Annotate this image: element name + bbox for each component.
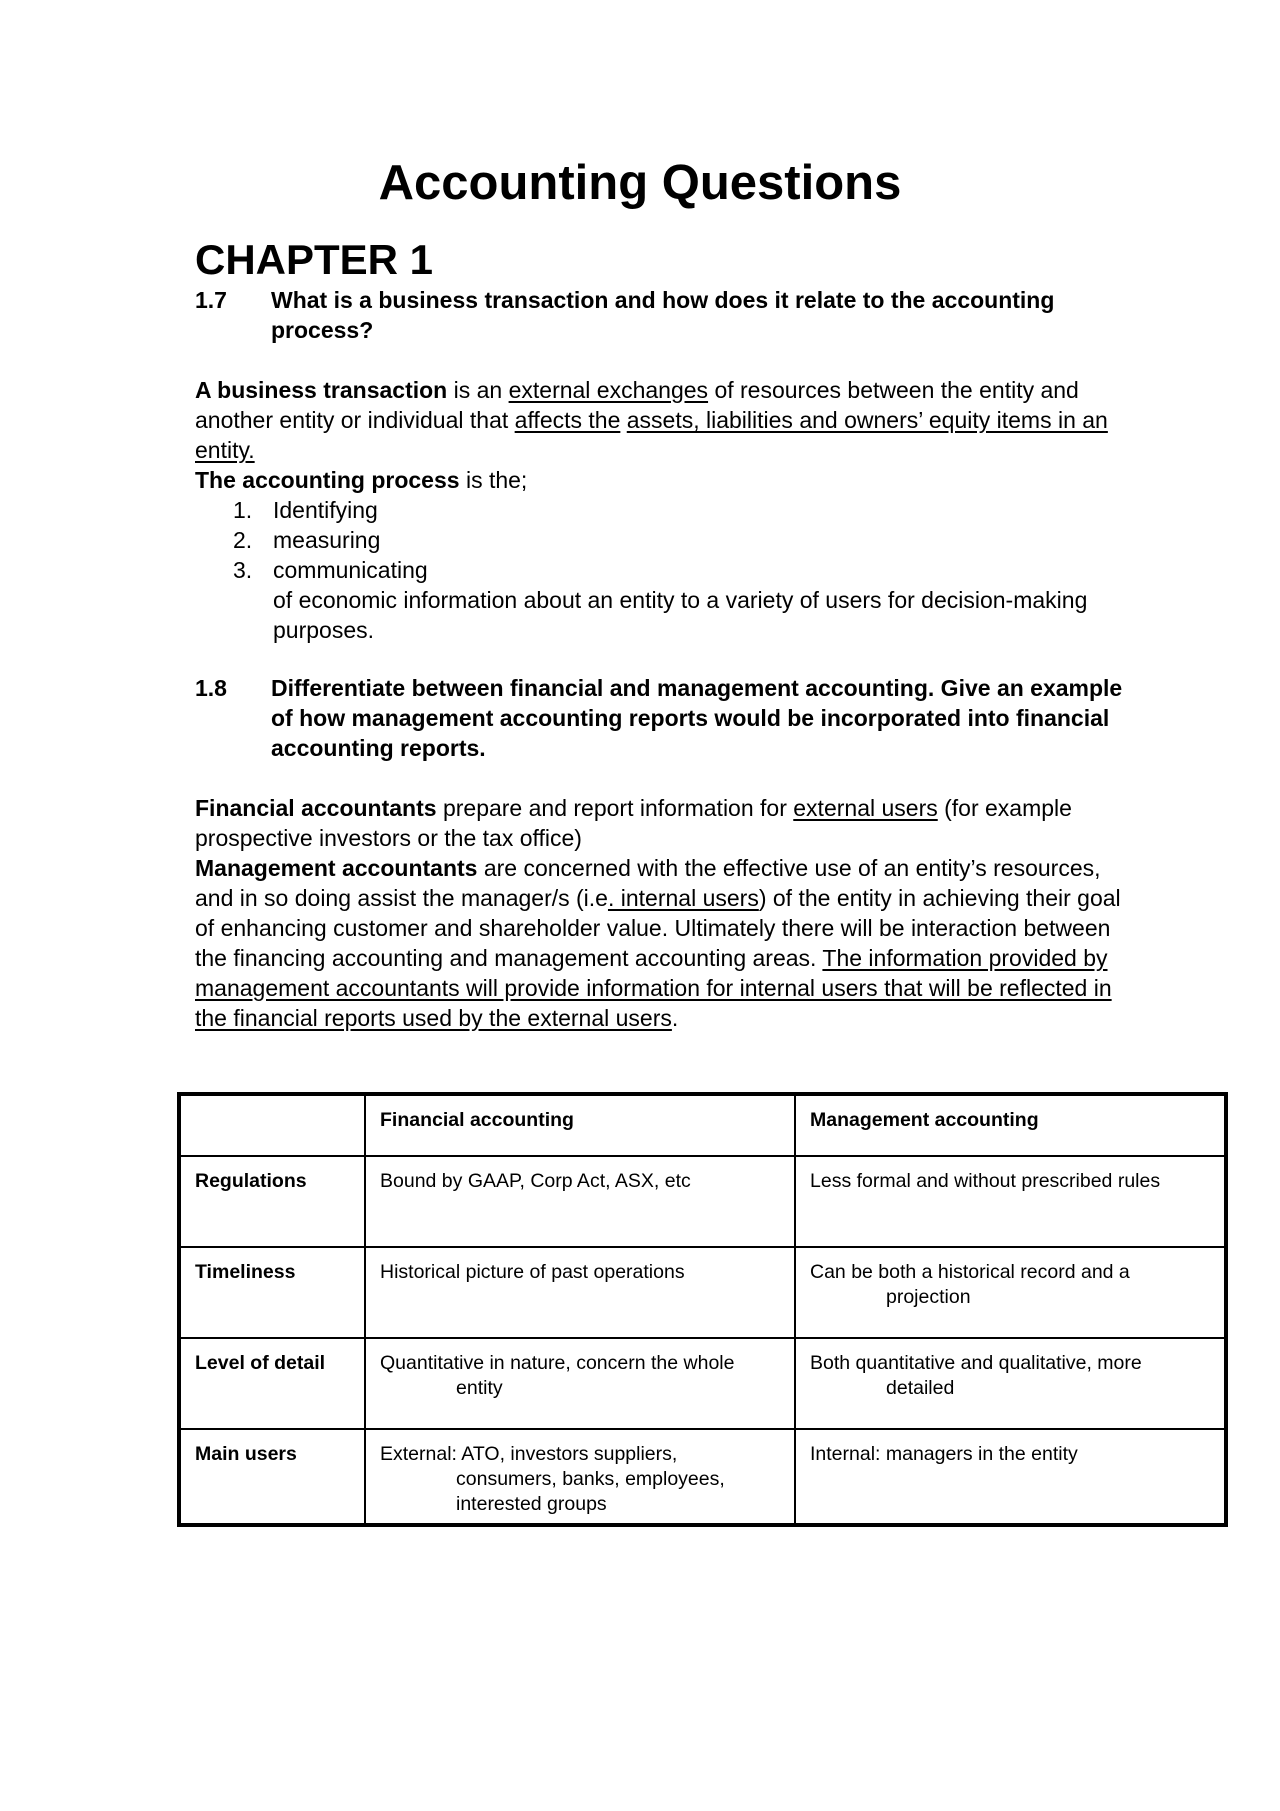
table-row xyxy=(179,1338,1226,1429)
comparison-table xyxy=(177,1092,1228,1527)
table-cell: Both quantitative and qualitative, more detailed xyxy=(795,1338,1226,1429)
financial-accountants-paragraph: Financial accountants prepare and report information for external users (for example prospective investors or the tax office) xyxy=(195,795,1072,851)
table-row xyxy=(179,1156,1226,1247)
list-item: 2. measuring xyxy=(233,527,381,553)
row-label: Level of detail xyxy=(179,1338,365,1429)
process-steps-continuation: of economic information about an entity to a variety of users for decision-making purposes. xyxy=(273,587,1088,643)
underlined-text: external users xyxy=(793,795,938,821)
page-title: Accounting Questions xyxy=(378,156,902,210)
table-cell: Internal: managers in the entity xyxy=(795,1429,1226,1525)
list-item: 1. Identifying xyxy=(233,497,378,523)
answer-1-7 xyxy=(195,375,1125,645)
term-financial-accountants: Financial accountants xyxy=(195,795,437,821)
table-cell: Bound by GAAP, Corp Act, ASX, etc xyxy=(365,1156,795,1247)
table-header-cell: Financial accounting xyxy=(365,1094,795,1156)
table-header-cell xyxy=(179,1094,365,1156)
table-header-cell: Management accounting xyxy=(795,1094,1226,1156)
table-header-row xyxy=(179,1094,1226,1156)
question-text: Differentiate between financial and management accounting. Give an example of how management accounting reports would be incorporated into financial accounting reports. xyxy=(271,675,1123,761)
row-label: Main users xyxy=(179,1429,365,1525)
table-row xyxy=(179,1247,1226,1338)
question-number: 1.8 xyxy=(195,675,227,701)
question-text: What is a business transaction and how does it relate to the accounting process? xyxy=(271,287,1055,343)
table-row xyxy=(179,1429,1226,1525)
underlined-text: affects the xyxy=(514,407,621,433)
table-cell: External: ATO, investors suppliers, consumers, banks, employees, interested groups xyxy=(365,1429,795,1525)
underlined-text: . internal users xyxy=(607,885,759,911)
table-cell: Quantitative in nature, concern the whole entity xyxy=(365,1338,795,1429)
underlined-text: external exchanges xyxy=(508,377,709,403)
table-cell: Less formal and without prescribed rules xyxy=(795,1156,1226,1247)
row-label: Regulations xyxy=(179,1156,365,1247)
question-1-8 xyxy=(195,673,1125,763)
term-accounting-process: The accounting process xyxy=(195,467,460,493)
chapter-heading: CHAPTER 1 xyxy=(195,236,434,283)
term-management-accountants: Management accountants xyxy=(195,855,478,881)
table-cell: Historical picture of past operations xyxy=(365,1247,795,1338)
list-item: 3. communicating xyxy=(233,557,428,583)
underlined-text: The information provided by management accountants will provide information for internal users that will be reflected in the financial reports used by the external users xyxy=(195,945,1112,1031)
table-cell: Can be both a historical record and a projection xyxy=(795,1247,1226,1338)
underlined-text: assets, liabilities and owners’ equity items in an entity. xyxy=(195,407,1108,463)
row-label: Timeliness xyxy=(179,1247,365,1338)
question-1-7 xyxy=(195,285,1125,345)
question-number: 1.7 xyxy=(195,287,227,313)
process-steps-list xyxy=(195,495,1125,585)
business-transaction-definition: A business transaction is an external exchanges of resources between the entity and another entity or individual that affects the assets, liabilities and owners’ equity items in an entity. xyxy=(195,377,1108,463)
management-accountants-paragraph: Management accountants are concerned with the effective use of an entity’s resources, and in so doing assist the manager/s (i.e. internal users) of the entity in achieving their goal of enhancing customer and shareholder value. Ultimately there will be interaction between the financing accounting and management accounting areas. The information provided by management accountants will provide information for internal users that will be reflected in the financial reports used by the external users. xyxy=(195,855,1121,1031)
accounting-process-definition: The accounting process is the; xyxy=(195,467,528,493)
answer-1-8 xyxy=(195,793,1125,1033)
term-business-transaction: A business transaction xyxy=(195,377,448,403)
